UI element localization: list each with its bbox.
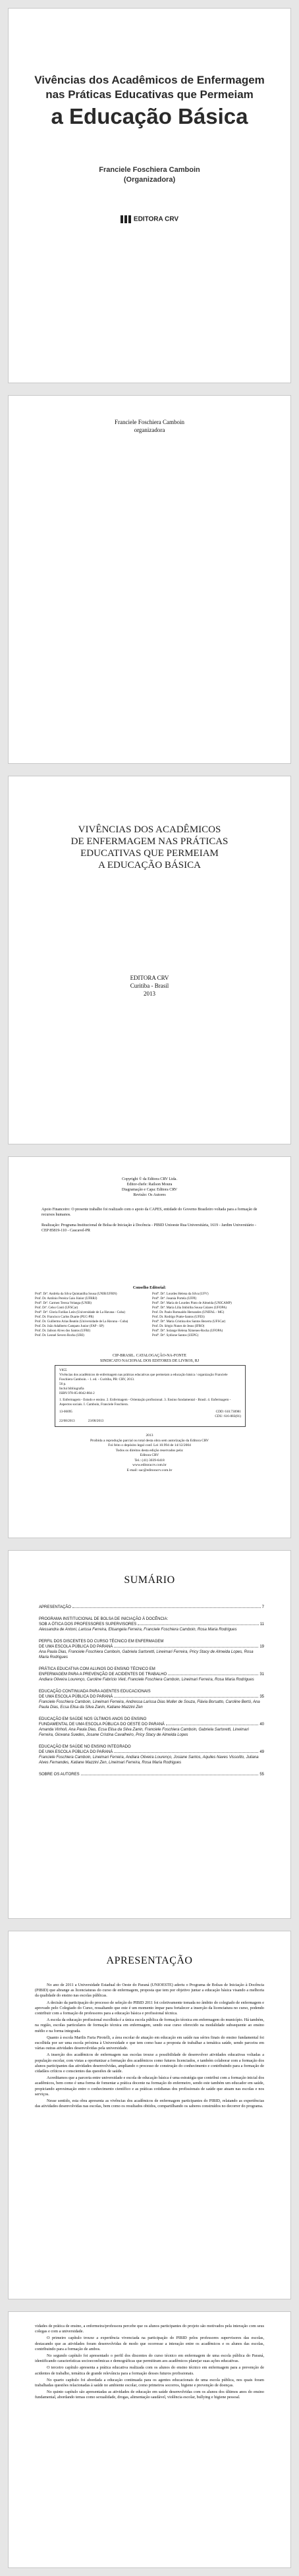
summary-subline-page: 49 — [259, 1750, 264, 1754]
summary-item[interactable] — [39, 1717, 264, 1738]
foot-rights: Proibida a reprodução parcial ou total desta obra sem autorização da Editora CRV — [90, 1438, 209, 1443]
cip-code: V855 — [59, 1368, 67, 1372]
summary-item[interactable] — [39, 1744, 264, 1765]
title-line-2: DE ENFERMAGEM NAS PRÁTICAS — [70, 836, 229, 847]
summary-item-heading — [39, 1667, 264, 1672]
board-member: Profª. Drª. Solange Helena Ximenes-Rocha (UFOPA) — [152, 1329, 223, 1333]
cip-date1: 22/08/2013 — [59, 1419, 75, 1423]
editorial-board-title: Conselho Editorial: — [132, 1286, 167, 1290]
imprint-year: 2013 — [144, 990, 155, 997]
summary-subline-text: FUNDAMENTAL DE UMA ESCOLA PÚBLICA DO OESTE DO PARANÁ — [39, 1723, 165, 1727]
cover-author-block — [9, 165, 290, 185]
summary-item-heading — [39, 1744, 264, 1750]
board-member: Profª. Drª. Gloria Fariñas León (Universidade de La Havana - Cuba) — [35, 1311, 125, 1314]
imprint-city: Curitiba - Brasil — [130, 982, 169, 989]
presentation-body — [35, 1983, 264, 2110]
cover-title-line3: a Educação Básica — [51, 104, 248, 128]
continued-paragraph: O primeiro capítulo trouxe a experiência vivenciada na participação do PIBID pelos professores supervisores das escolas, destacando que as atividades foram desenvolvidas de modo que ocorresse a interação entre os acadêmicos e os alunos das escolas, contribuindo para a formação de ambos. — [35, 2336, 264, 2351]
board-member: Prof. Dr. Guillermo Arias Beatón (Universidade de La Havana - Cuba) — [35, 1320, 128, 1324]
summary-item-authors: Franciele Foschiera Camboin, Lineimari Ferreira, Andressa Larissa Dias Muller de Souza, Flávia Borsatto, Caroline Bertó, Ana Paula Dias, Ecsa Elisa da Silva Zanin, Katiane Mazzini Zen — [39, 1700, 260, 1709]
board-member: Prof. Dr. Jailson Alves dos Santos (UFRJ) — [35, 1329, 91, 1333]
summary-item-heading — [39, 1639, 264, 1644]
cover-title — [20, 73, 279, 130]
summary-subline-text: DE UMA ESCOLA PÚBLICA DO PARANÁ — [39, 1695, 113, 1699]
summary-item-heading — [39, 1617, 264, 1622]
board-member: Profª. Drª. Maria de Lourdes Pinto de Almeida (UNICAMP) — [152, 1302, 232, 1305]
summary-leader-dots — [114, 1647, 258, 1648]
continued-paragraph: vidades de prática de ensino, a enfermeira/professora percebe que os alunos participantes do projeto são motivados pela interação com seus colegas e com a universidade. — [35, 2324, 264, 2334]
summary-subline-page: 11 — [259, 1623, 264, 1626]
presentation-title: APRESENTAÇÃO — [106, 1955, 193, 1966]
summary-leader-dots — [114, 1752, 258, 1753]
summary-item-authors: Amanda Vinholi, Ana Paula Dias, Ecsa Elisa da Silva Zanin, Franciele Foschiera Camboin, Gabriela Sartoretti, Lineimari Ferreira, Giovana Suedes, Josane Cristina Cavalheiro, Pricy Stacy de Almeida Lopes — [39, 1728, 249, 1737]
realization-text: Realização: Programa Institucional de Bolsa de Iniciação à Docência - PIBID Unioeste Rua Universitária, 1619 - Jardim Universitário - CEP 85819-110 - Cascavel-PR — [41, 1223, 257, 1233]
summary-title: SUMÁRIO — [124, 1574, 175, 1586]
summary-item-subline — [39, 1672, 264, 1677]
continued-paragraph: No quinto capítulo são apresentadas as atividades de educação em saúde desenvolvidas com os alunos dos últimos anos do ensino fundamental, abordando temas como sexualidade, drogas, alimentação saudável, violência escolar, bullying e higiene pessoal. — [35, 2390, 264, 2400]
summary-item[interactable] — [39, 1667, 264, 1682]
cip-pages: 56 p. — [59, 1382, 67, 1386]
title-page-title — [35, 824, 264, 871]
summary-item-title: PERFIL DOS DISCENTES DO CURSO TÉCNICO EM ENFERMAGEM — [39, 1640, 164, 1644]
summary-item-heading — [39, 1689, 264, 1694]
continued-paragraph: No segundo capítulo foi apresentado o perfil dos discentes do curso técnico em enfermagem de uma escola pública do Paraná, identificando características socioeconômicas e demográficas que permitiram aos acadêmicos planejar suas ações educativas. — [35, 2353, 264, 2364]
cover-title-line1: Vivências dos Acadêmicos de Enfermagem — [34, 74, 265, 86]
summary-subline-page: 35 — [259, 1695, 264, 1699]
summary-subline-text: ENFERMAGEM PARA A PREVENÇÃO DE ACIDENTES DE TRABALHO — [39, 1673, 167, 1677]
support-text: Apoio Financeiro: O presente trabalho foi realizado com o apoio da CAPES, entidade do Governo Brasileiro voltada para a formação de recursos humanos. — [41, 1208, 258, 1217]
copyright-header — [9, 1177, 290, 1198]
summary-subline-text: SOB A ÓTICA DOS PROFESSORES SUPERVISORES — [39, 1623, 137, 1626]
continued-body — [35, 2324, 264, 2402]
cip-cdu-row — [59, 1414, 241, 1419]
board-member: Profª. Drª. Maria Lília Imbiriba Sousa Colares (UFOPA) — [152, 1306, 227, 1310]
presentation-page — [8, 1931, 291, 2299]
board-member: Prof. Dr. Francisco Carlos Duarte (PUC-PR) — [35, 1316, 94, 1319]
summary-item-authors: Andiara Oliveira Lourenço, Caroline Fabrício Vieti, Franciele Foschiera Camboin, Lineimari Ferreira, Rosa Maria Rodrigues — [39, 1678, 254, 1682]
half-title-author: Franciele Foschiera Camboin — [115, 419, 184, 425]
continued-paragraph: O terceiro capítulo apresenta a prática educativa realizada com os alunos do ensino técnico em enfermagem para a prevenção de acidentes de trabalho, temática de grande relevância para a formação desses futuros profissionais. — [35, 2365, 264, 2376]
cip-date2: 23/08/2013 — [88, 1419, 104, 1423]
foot-phone: Tel.: (41) 3039-6418 — [134, 1458, 165, 1462]
summary-subline-page: 31 — [259, 1673, 264, 1677]
presentation-continued-page — [8, 2311, 291, 2568]
board-member: Profª. Drª. Andréia da Silva Quintanilha Sousa (UNIR/UFRN) — [35, 1293, 117, 1296]
cover-page — [8, 8, 291, 383]
summary-item[interactable] — [39, 1639, 264, 1660]
board-member: Prof. Dr. Rodrigo Pratte-Santos (UFES) — [152, 1316, 205, 1319]
summary-item[interactable] — [39, 1605, 264, 1610]
cover-author: Franciele Foschiera Camboin — [99, 166, 200, 174]
board-member: Prof. Dr. Paulo Romualdo Hernandes (UNIFAL - MG) — [152, 1311, 225, 1314]
summary-subline-page: 40 — [259, 1723, 264, 1727]
summary-item[interactable] — [39, 1617, 264, 1632]
summary-item-authors: Alessandra de Antoni, Larissa Ferreira, Elisangela Ferreira, Franciele Foschiera Camboin, Rosa Maria Rodrigues — [39, 1628, 237, 1632]
summary-item[interactable] — [39, 1772, 264, 1777]
summary-item-subline — [39, 1644, 264, 1650]
summary-item-title: EDUCAÇÃO CONTINUADA PARA AGENTES EDUCACIONAIS — [39, 1690, 151, 1694]
summary-leader-dots — [72, 1607, 261, 1608]
summary-item-heading — [39, 1772, 264, 1777]
half-title-author-block — [9, 418, 290, 434]
half-title-page — [8, 395, 291, 764]
cip-title-line2: SINDICATO NACIONAL DOS EDITORES DE LIVROS, RJ — [99, 1359, 200, 1363]
publisher-logo-icon — [121, 215, 131, 223]
copyright-line: Copyright © da Editora CRV Ltda. — [122, 1177, 177, 1181]
summary-item-title: PRÁTICA EDUCATIVA COM ALUNOS DO ENSINO TÉCNICO EM — [39, 1667, 155, 1671]
foot-deposit: Foi feito o depósito legal conf. Lei 10.994 de 14/12/2004 — [108, 1443, 191, 1447]
review-line: Revisão: Os Autores — [133, 1193, 166, 1197]
summary-page — [8, 1550, 291, 1919]
presentation-paragraph: A inserção dos acadêmicos de enfermagem nas escolas trouxe a possibilidade de desenvolver atividades educativas voltadas a população escolar, com vistas a oportunizar a formação dos acadêmicos como futuros licenciados, e também colaborar com a formação dos alunos participantes das atividades desenvolvidas, ampliando o processo de construção do conhecimento e contribuindo para a formação de cidadãos críticos e conscientes das questões de saúde. — [35, 2053, 264, 2074]
copyright-footer — [35, 1434, 264, 1473]
summary-item-subline — [39, 1722, 264, 1727]
board-member: Prof. Dr. Antônio Pereira Gaio Júnior (UFRRJ) — [35, 1297, 97, 1301]
summary-item-heading — [39, 1717, 264, 1722]
presentation-paragraph: A escola da educação profissional escolhida é a única escola pública de formação técnica em enfermagem do município. Há também, na região, escolas particulares de formação técnica em enfermagem, sendo esse curso oferecido na modalidade subsequente ao ensino médio e na forma integrada. — [35, 2018, 264, 2033]
imprint-publisher: EDITORA CRV — [130, 975, 169, 981]
summary-item-heading — [39, 1605, 264, 1610]
board-member: Profª. Drª. Sydione Santos (UEPG) — [152, 1334, 199, 1337]
summary-subline-text: DE UMA ESCOLA PÚBLICA DO PARANÁ — [39, 1750, 113, 1754]
board-member: Profª. Drª. Carmen Tereza Velanga (UNIR) — [35, 1302, 92, 1305]
cip-incl: Inclui bibliografia — [59, 1387, 84, 1391]
summary-subline-text: DE UMA ESCOLA PÚBLICA DO PARANÁ — [39, 1645, 113, 1649]
title-line-1: VIVÊNCIAS DOS ACADÊMICOS — [78, 824, 221, 835]
summary-item-title: PROGRAMA INSTITUCIONAL DE BOLSA DE INICIAÇÃO À DOCÊNCIA: — [39, 1617, 169, 1621]
cip-title — [9, 1353, 290, 1364]
summary-item-title: EDUCAÇÃO EM SAÚDE NO ENSINO INTEGRADO — [39, 1745, 131, 1749]
summary-item-authors: Ana Paula Dias, Franciele Foschiera Camboin, Gabriela Sartoretti, Lineimari Ferreira, Pricy Stacy de Almeida Lopes, Rosa Maria Rodrigues — [39, 1650, 254, 1659]
editor-line: Editor-chefe: Railson Moura — [126, 1183, 173, 1187]
cip-classification-row — [59, 1410, 241, 1414]
title-page — [8, 776, 291, 1144]
board-member: Prof. Drº. Celso Conti (UFSCar) — [35, 1306, 78, 1310]
summary-item-page: 7 — [261, 1605, 264, 1609]
summary-item-page: 55 — [259, 1773, 264, 1777]
summary-item-authors: Franciele Foschiera Camboin, Lineimari Ferreira, Andiara Oliveira Lourenço, Josiane Santos, Aquiles Naves Vissoitto, Juliana Alves Fernandes, Katiane Mazzini Zen, Lineimari Ferreira, Rosa Maria Rodrigues — [39, 1756, 259, 1765]
publisher-logo-text: EDITORA CRV — [133, 215, 179, 223]
cip-record — [55, 1365, 246, 1427]
summary-leader-dots — [138, 1624, 259, 1625]
summary-item-title: EDUCAÇÃO EM SAÚDE NOS ÚLTIMOS ANOS DO ENSINO — [39, 1717, 147, 1721]
presentation-paragraph: Acreditamos que a parceria entre universidade e escola de educação básica é uma estratégia que contribui com a formação inicial dos acadêmicos, bem como é uma forma de fomentar a prática docente na formação do enfermeiro, sendo este também um educador em saúde, propiciando aproximação entre o conhecimento científico e as práticas cotidianas dos profissionais de saúde que atuam nas escolas e nos serviços. — [35, 2076, 264, 2097]
board-member: Prof. Dr. Leonel Severo Rocha (URI) — [35, 1334, 84, 1337]
summary-leader-dots — [114, 1697, 258, 1698]
layout-line: Diagramação e Capa: Editora CRV — [121, 1188, 178, 1192]
presentation-paragraph: Quanto à escola Marilis Faria Pirotelli, a área escolar de atuação em educação em saúde nas séries finais do ensino fundamental foi escolhida por ser uma escola próxima à Universidade e que tem como base a proposta de trabalhar a temática saúde, sendo parceira em várias outras atividades desenvolvidas pela universidade. — [35, 2035, 264, 2051]
cip-subjects: 1. Enfermagem - Estudo e ensino. 2. Enfermagem - Orientação profissional. 3. Ensino fundamental - Brasil. 4. Enfermagem - Aspectos sociais. I. Camboin, Franciele Foschiera. — [59, 1398, 231, 1407]
board-member: Prof. Dr. Sérgio Nunes de Jesus (IFRO) — [152, 1325, 205, 1328]
cip-num: 13-06095 — [59, 1410, 72, 1414]
foot-website[interactable]: www.editoracrv.com.br — [132, 1463, 167, 1467]
cip-title-line1: CIP-BRASIL. CATALOGAÇÃO-NA-FONTE — [112, 1354, 187, 1358]
foot-publisher: Editora CRV — [140, 1453, 159, 1457]
board-member: Profª. Drª. Josania Portela (UFPI) — [152, 1297, 197, 1301]
presentation-paragraph: Nesse sentido, esta obra apresenta as vivências dos acadêmicos de enfermagem participantes do PIBID, relatando as experiências das atividades desenvolvidas nas escolas, bem como os resultados obtidos, compartilhando os saberes construídos no decorrer do programa. — [35, 2099, 264, 2109]
copyright-page — [8, 1156, 291, 1538]
foot-email[interactable]: E-mail: sac@editoracrv.com.br — [126, 1468, 173, 1472]
summary-subline-page: 19 — [259, 1645, 264, 1649]
board-member: Profª. Drª. Maria Cristina dos Santos Bezerra (UFSCar) — [152, 1320, 226, 1324]
summary-item-subline — [39, 1750, 264, 1755]
title-line-3: EDUCATIVAS QUE PERMEIAM — [80, 848, 219, 859]
summary-list — [39, 1605, 264, 1784]
cover-title-line2: nas Práticas Educativas que Permeiam — [45, 88, 254, 101]
cip-entry: Vivências dos acadêmicos de enfermagem nas práticas educativas que permeiam a educação básica / organização Franciele Foschiera Camboin. - 1. ed. - Curitiba, PR: CRV, 2013. — [59, 1373, 228, 1382]
publisher-logo — [9, 215, 290, 223]
summary-item[interactable] — [39, 1689, 264, 1710]
cip-isbn: ISBN 978-85-8042-884-2 — [59, 1391, 95, 1395]
board-member: Prof. Dr. João Adalberto Campato Junior (FAP - SP) — [35, 1325, 104, 1328]
cip-cdd: CDD: 610.730981 — [215, 1410, 241, 1414]
presentation-paragraph: A decisão da participação do processo de seleção do PIBID 2011 foi coletivamente tomada no âmbito do colegiado de enfermagem e aprovado pelo Colegiado do Curso, ressaltando que este é um momento ímpar para fortalecer a inserção da licenciatura no curso, podendo contribuir com a formação de professores para a educação básica e profissional técnica. — [35, 2000, 264, 2016]
continued-paragraph: No quarto capítulo foi abordada a educação continuada para os agentes educacionais de uma escola pública, nos quais foram trabalhadas questões relacionadas à saúde no ambiente escolar, como primeiros socorros, higiene e prevenção de doenças. — [35, 2377, 264, 2388]
cover-author-role: (Organizadora) — [123, 176, 176, 184]
summary-item-subline — [39, 1622, 264, 1627]
summary-item-title: SOBRE OS AUTORES — [39, 1773, 80, 1777]
half-title-role: organizadora — [134, 427, 165, 433]
foot-reserved: Todos os direitos desta edição reservados pela: — [115, 1448, 184, 1453]
title-page-imprint — [9, 974, 290, 998]
editorial-board — [35, 1286, 264, 1338]
foot-year: 2013 — [146, 1434, 153, 1437]
summary-item-subline — [39, 1694, 264, 1700]
summary-item-title: APRESENTAÇÃO — [39, 1605, 71, 1609]
cip-cdu: CDU: 616-083(81) — [215, 1414, 241, 1418]
title-line-4: A EDUCAÇÃO BÁSICA — [98, 860, 201, 871]
board-member: Profª. Drª. Lourdes Helena da Silva (UFV) — [152, 1293, 209, 1296]
presentation-paragraph: No ano de 2011 a Universidade Estadual do Oeste do Paraná (UNIOESTE) aderiu o Programa de Bolsas de Iniciação à Docência (PIBID) que abrange as licenciaturas do curso de enfermagem, proposta que tem por objetivo juntar a educação básica visando a melhoria da qualidade do ensino nas escolas públicas. — [35, 1983, 264, 1999]
cip-dates-row — [59, 1419, 241, 1424]
